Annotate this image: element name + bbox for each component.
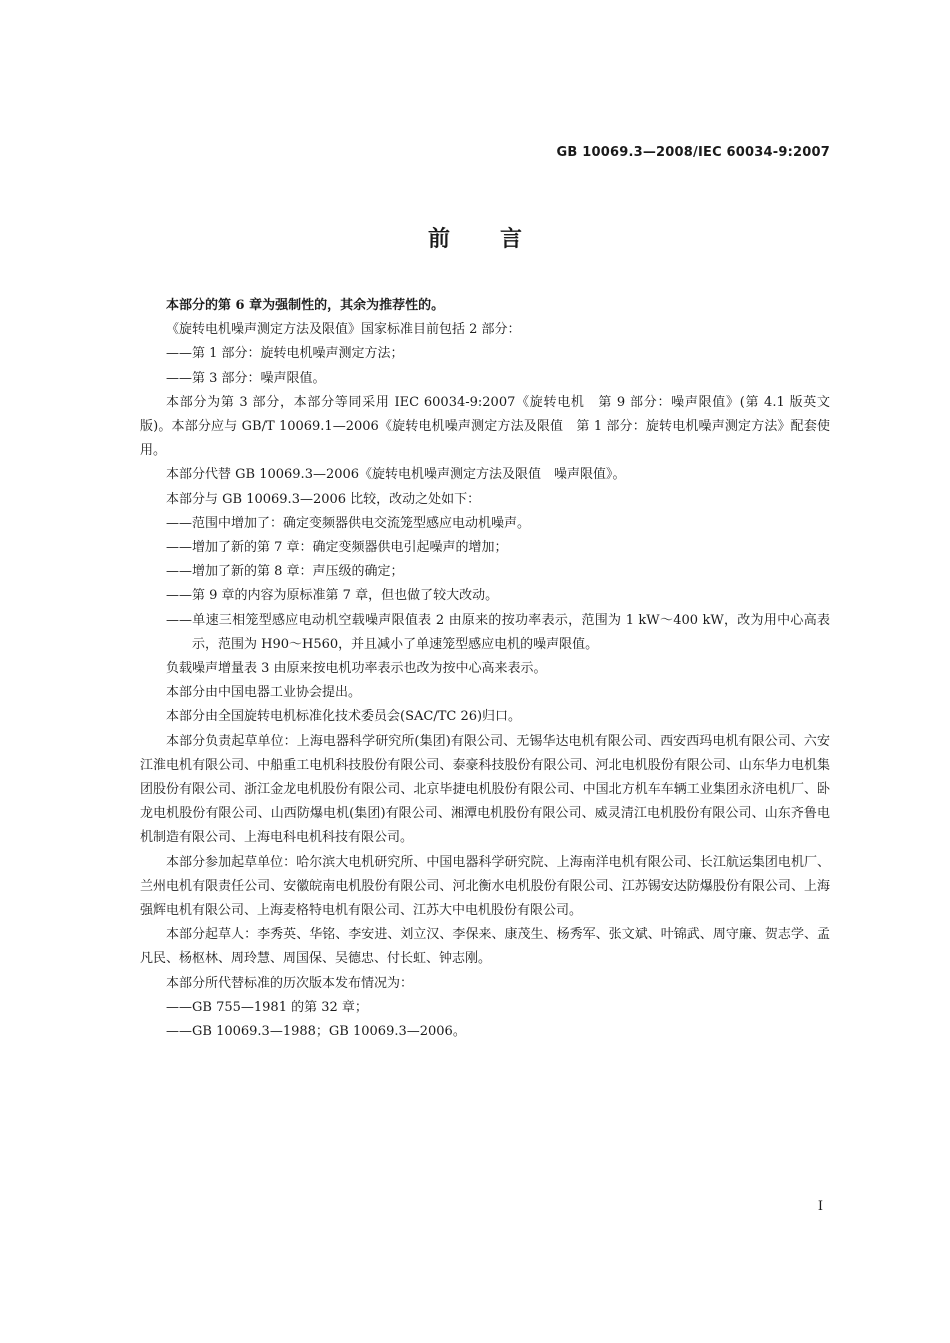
paragraph-centralized-by: 本部分由全国旋转电机标准化技术委员会(SAC/TC 26)归口。 [166,709,522,725]
list-item-change-chapter-8: ——增加了新的第 8 章：声压级的确定； [166,564,404,580]
list-item-change-chapter-9: ——第 9 章的内容为原标准第 7 章，但也做了较大改动。 [166,588,499,604]
paragraph-replaces: 本部分代替 GB 10069.3—2006《旋转电机噪声测定方法及限值 噪声限值》。 [166,467,626,483]
paragraph-drafting-units: 本部分负责起草单位：上海电器科学研究所(集团)有限公司、无锡华达电机有限公司、西安西玛电机有限公司、六安江淮电机有限公司、中船重工电机科技股份有限公司、泰豪科技股份有限公司、河北电机股份有限公司、山东华力电机集团股份有限公司、浙江金龙电机股份有限公司、北京毕捷电机股份有限公司、中国北方机车车辆工业集团永济电机厂、卧龙电机股份有限公司、山西防爆电机(集团)有限公司、湘潭电机股份有限公司、威灵清江电机股份有限公司、山东齐鲁电机制造有限公司、上海电科电机科技有限公司。 [140,733,830,846]
list-item-part-1: ——第 1 部分：旋转电机噪声测定方法； [166,346,404,362]
paragraph-mandatory-note: 本部分的第 6 章为强制性的，其余为推荐性的。 [166,298,445,313]
paragraph-changes-intro: 本部分与 GB 10069.3—2006 比较，改动之处如下： [166,491,481,507]
standard-header: GB 10069.3—2008/IEC 60034-9:2007 [556,145,830,160]
paragraph-load-noise: 负载噪声增量表 3 由原来按电机功率表示也改为按中心高来表示。 [166,661,547,677]
paragraph-proposed-by: 本部分由中国电器工业协会提出。 [166,685,362,701]
list-item-part-3: ——第 3 部分：噪声限值。 [166,370,326,386]
paragraph-parts-intro: 《旋转电机噪声测定方法及限值》国家标准目前包括 2 部分： [166,322,521,338]
page-number: I [817,1199,823,1214]
list-item-change-chapter-7: ——增加了新的第 7 章：确定变频器供电引起噪声的增加； [166,540,508,556]
list-item-history-1988-2006: ——GB 10069.3—1988；GB 10069.3—2006。 [166,1024,466,1040]
list-item-change-table-2: ——单速三相笼型感应电动机空载噪声限值表 2 由原来的按功率表示，范围为 1 kW～400 kW，改为用中心高表示，范围为 H90～H560，并且减小了单速笼型感应电机的噪声限值。 [166,612,830,652]
paragraph-history-intro: 本部分所代替标准的历次版本发布情况为： [166,975,414,991]
paragraph-adoption: 本部分为第 3 部分，本部分等同采用 IEC 60034-9:2007《旋转电机 第 9 部分：噪声限值》(第 4.1 版英文版)。本部分应与 GB/T 10069.1—2006《旋转电机噪声测定方法及限值 第 1 部分：旋转电机噪声测定方法》配套使用。 [140,394,830,459]
paragraph-drafters: 本部分起草人：李秀英、华铭、李安进、刘立汉、李保来、康茂生、杨秀军、张文斌、叶锦武、周守廉、贺志学、孟凡民、杨枢林、周玲慧、周国保、吴德忠、付长虹、钟志刚。 [140,927,830,967]
foreword-content [140,294,830,1044]
paragraph-participating-units: 本部分参加起草单位：哈尔滨大电机研究所、中国电器科学研究院、上海南洋电机有限公司、长江航运集团电机厂、兰州电机有限责任公司、安徽皖南电机股份有限公司、河北衡水电机股份有限公司、江苏锡安达防爆股份有限公司、上海强辉电机有限公司、上海麦格特电机有限公司、江苏大中电机股份有限公司。 [140,854,830,919]
list-item-change-scope: ——范围中增加了：确定变频器供电交流笼型感应电动机噪声。 [166,515,531,531]
list-item-history-1981: ——GB 755—1981 的第 32 章； [166,999,368,1015]
page-title: 前言 [427,227,572,252]
